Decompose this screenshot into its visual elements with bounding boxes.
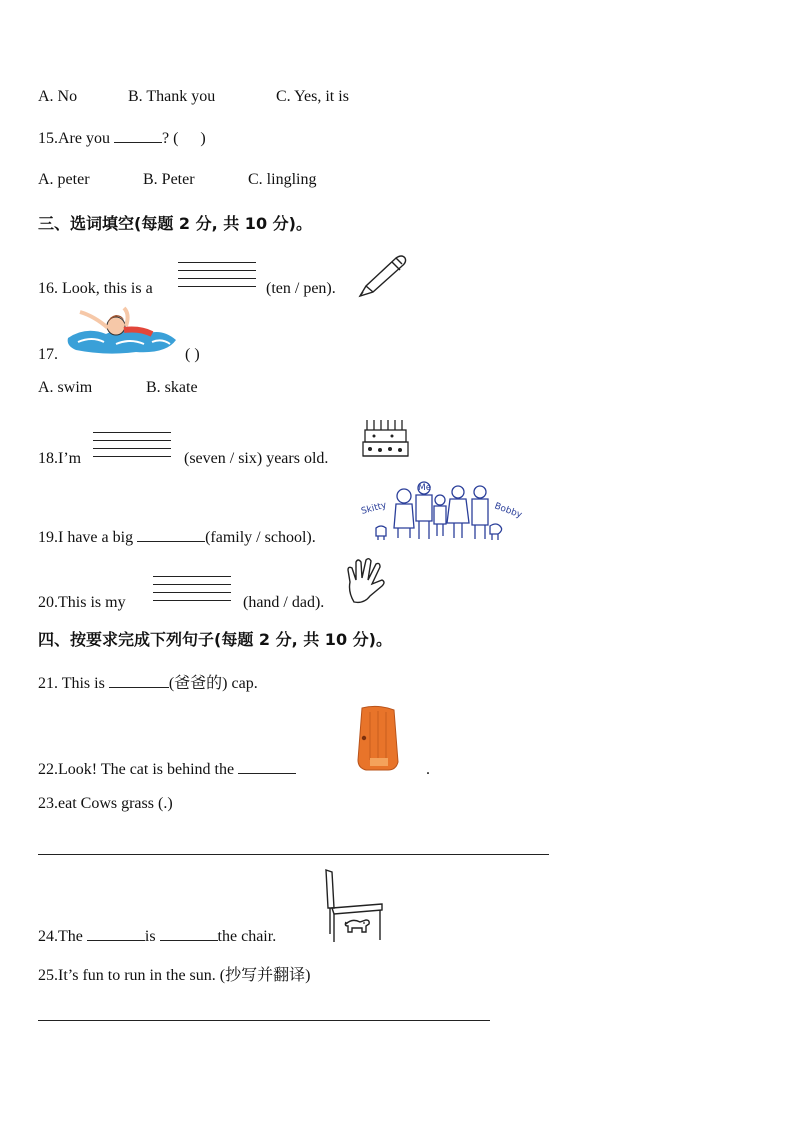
q16-prefix: 16. Look, this is a (38, 280, 153, 297)
q17-number: 17. (38, 346, 58, 363)
q15-suffix: ? ( (161, 130, 179, 147)
q14-option-c: C. Yes, it is (276, 88, 349, 105)
q21-suffix: (爸爸的) cap. (168, 675, 258, 692)
q21-prefix: 21. This is (38, 675, 109, 692)
q19-blank[interactable] (137, 541, 205, 542)
question-24 (38, 928, 276, 946)
q18-suffix: (seven / six) years old. (184, 450, 329, 467)
q18-prefix: 18.I’m (38, 450, 82, 467)
question-22 (38, 761, 296, 779)
q18-writing-lines[interactable] (93, 432, 171, 464)
family-label-me: Me (418, 483, 432, 493)
q25-sentence: 25.It’s fun to run in the sun. (抄写并翻译) (38, 967, 311, 984)
q14-option-a: A. No (38, 88, 78, 105)
q20-prefix: 20.This is my (38, 594, 126, 611)
q25-answer-line[interactable] (38, 1020, 490, 1021)
q17-option-a: A. swim (38, 379, 93, 396)
question-21 (38, 670, 258, 693)
question-19 (38, 529, 316, 547)
q16-writing-lines[interactable] (178, 262, 256, 294)
q24-blank-2[interactable] (160, 940, 218, 941)
q15-blank[interactable] (114, 142, 162, 143)
swimming-girl-icon (66, 306, 178, 356)
q22-period: . (426, 761, 430, 778)
q17-answer-paren[interactable]: ( ) (185, 346, 200, 363)
family-label-right: Bobby (492, 501, 524, 521)
q24-blank-1[interactable] (87, 940, 145, 941)
q24-mid: is (144, 928, 160, 945)
pen-icon (356, 252, 408, 300)
q19-prefix: 19.I have a big (38, 529, 138, 546)
q15-option-a: A. peter (38, 171, 90, 188)
q17-option-b: B. skate (146, 379, 198, 396)
q22-prefix: 22.Look! The cat is behind the (38, 761, 239, 778)
q20-suffix: (hand / dad). (243, 594, 325, 611)
q23-words: 23.eat Cows grass (.) (38, 795, 173, 812)
section-3-title: 三、选词填空(每题 2 分, 共 10 分)。 (38, 214, 312, 233)
hand-icon (344, 556, 388, 606)
family-illustration-icon (360, 478, 522, 544)
chair-with-dog-icon (322, 868, 386, 944)
q15-close: ) (200, 130, 206, 147)
q15-prefix: 15.Are you (38, 130, 114, 147)
q23-answer-line[interactable] (38, 854, 549, 855)
q14-option-b: B. Thank you (128, 88, 216, 105)
question-15 (38, 130, 206, 148)
door-icon (356, 706, 400, 772)
q19-suffix: (family / school). (205, 529, 316, 546)
section-4-title: 四、按要求完成下列句子(每题 2 分, 共 10 分)。 (38, 630, 392, 649)
q16-suffix: (ten / pen). (266, 280, 336, 297)
q15-option-c: C. lingling (248, 171, 317, 188)
q21-blank[interactable] (109, 687, 169, 688)
birthday-cake-icon (362, 416, 410, 462)
family-label-left: Skitty (360, 500, 388, 517)
q24-suffix: the chair. (217, 928, 277, 945)
q20-writing-lines[interactable] (153, 576, 231, 608)
q15-option-b: B. Peter (143, 171, 195, 188)
q24-prefix: 24.The (38, 928, 87, 945)
q22-blank[interactable] (238, 773, 296, 774)
